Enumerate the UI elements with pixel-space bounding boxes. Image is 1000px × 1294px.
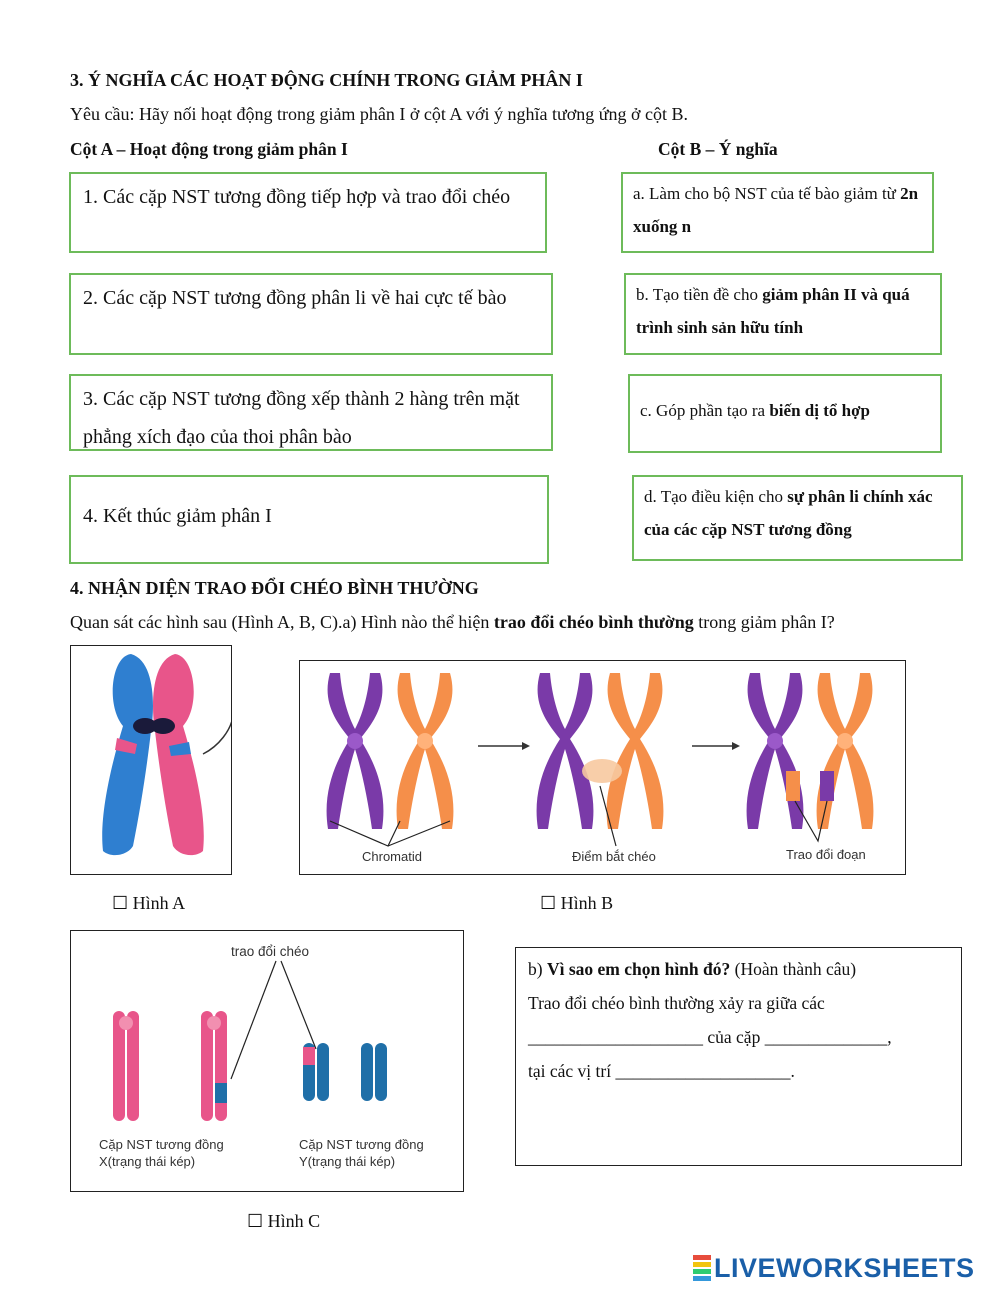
checkbox-icon: ☐ — [112, 893, 129, 913]
col-b-item-c[interactable]: c. Góp phần tạo ra biến dị tổ hợp — [628, 374, 942, 453]
answer-box[interactable] — [515, 947, 962, 1166]
col-a-item-2[interactable]: 2. Các cặp NST tương đồng phân li về hai cực tế bào — [69, 273, 553, 355]
section3-title: 3. Ý NGHĨA CÁC HOẠT ĐỘNG CHÍNH TRONG GIẢM PHÂN I — [70, 70, 583, 90]
pair-y-label: Cặp NST tương đồng — [299, 1137, 424, 1152]
figure-a-chromosome-image — [71, 646, 231, 874]
figure-b-checkbox[interactable]: ☐ Hình B — [540, 893, 614, 913]
col-a-item-4[interactable]: 4. Kết thúc giảm phân I — [69, 475, 549, 564]
col-a-header: Cột A – Hoạt động trong giảm phân I — [70, 139, 348, 159]
section4-title: 4. NHẬN DIỆN TRAO ĐỔI CHÉO BÌNH THƯỜNG — [70, 578, 479, 598]
chromatid-label: Chromatid — [362, 849, 422, 864]
checkbox-icon: ☐ — [540, 893, 557, 913]
answer-line-1: Trao đổi chéo bình thường xảy ra giữa các — [528, 993, 825, 1013]
cross-point-label: Điểm bắt chéo — [572, 849, 656, 864]
col-b-item-b[interactable]: b. Tạo tiền đề cho giảm phân II và quá trình sinh sản hữu tính — [624, 273, 942, 355]
pair-x-label: Cặp NST tương đồng — [99, 1137, 224, 1152]
swap-label: Trao đổi đoạn — [786, 847, 866, 862]
pair-x-state-label: X(trạng thái kép) — [99, 1154, 196, 1169]
col-a-item-1[interactable]: 1. Các cặp NST tương đồng tiếp hợp và trao đổi chéo — [69, 172, 547, 253]
col-b-item-a[interactable]: a. Làm cho bộ NST của tế bào giảm từ 2n xuống n — [621, 172, 934, 253]
answer-line-2[interactable]: ____________________ của cặp ______________, — [528, 1027, 892, 1047]
logo-text: LIVEWORKSHEETS — [714, 1252, 975, 1283]
answer-line-3[interactable]: tại các vị trí ____________________. — [528, 1061, 795, 1081]
figure-a — [70, 645, 232, 875]
figure-b-crossover-diagram — [300, 661, 905, 874]
crossover-label: trao đổi chéo — [231, 944, 310, 959]
liveworksheets-logo — [693, 1253, 975, 1283]
section4-question: Quan sát các hình sau (Hình A, B, C).a) Hình nào thể hiện trao đổi chéo bình thường trong giảm phân I? — [70, 612, 835, 632]
answer-prompt: b) Vì sao em chọn hình đó? (Hoàn thành câu) — [528, 959, 857, 979]
figure-a-checkbox[interactable]: ☐ Hình A — [112, 893, 186, 913]
section3-instruction: Yêu cầu: Hãy nối hoạt động trong giảm phân I ở cột A với ý nghĩa tương ứng ở cột B. — [70, 104, 688, 124]
figure-b — [299, 660, 906, 875]
col-a-item-3[interactable]: 3. Các cặp NST tương đồng xếp thành 2 hàng trên mặt phẳng xích đạo của thoi phân bào — [69, 374, 553, 451]
figure-c-checkbox[interactable]: ☐ Hình C — [247, 1211, 321, 1231]
col-b-item-d[interactable]: d. Tạo điều kiện cho sự phân li chính xác của các cặp NST tương đồng — [632, 475, 963, 561]
checkbox-icon: ☐ — [247, 1211, 264, 1231]
col-b-header: Cột B – Ý nghĩa — [658, 139, 778, 159]
pair-y-state-label: Y(trạng thái kép) — [299, 1154, 396, 1169]
logo-icon — [693, 1255, 711, 1281]
figure-c — [70, 930, 464, 1192]
figure-c-diagram — [71, 931, 463, 1191]
